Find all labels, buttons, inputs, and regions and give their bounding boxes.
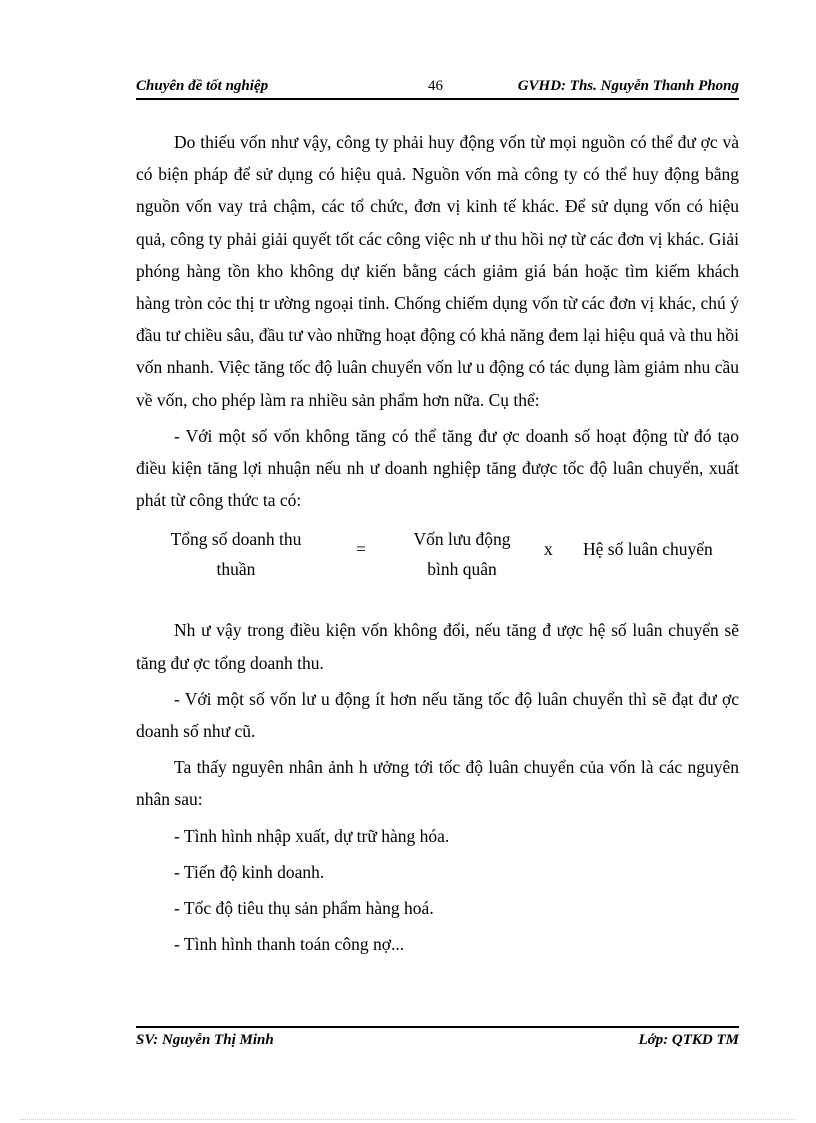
- header-advisor: GVHD: Ths. Nguyễn Thanh Phong: [517, 78, 739, 94]
- paragraph-3: Nh ư vậy trong điều kiện vốn không đổi, nếu tăng đ ược hệ số luân chuyển sẽ tăng đư ợc tổng doanh thu.: [136, 620, 739, 673]
- paragraph-1: Do thiếu vốn như vậy, công ty phải huy động vốn từ mọi nguồn có thể đư ợc và có biện pháp để sử dụng có hiệu quả. Nguồn vốn mà công ty có thể huy động bằng nguồn vốn vay trả chậm, các tổ chức, đơn vị kinh tế khác. Để sử dụng vốn có hiệu quả, công ty phải giải quyết tốt các công việc nh ư thu hồi nợ từ các đơn vị khác. Giải phóng hàng tồn kho không dự kiến bằng cách giảm giá bán hoặc tìm kiếm khách hàng tròn cỏc thị tr ường ngoại tỉnh. Chống chiếm dụng vốn từ các đơn vị khác, chú ý đầu tư chiều sâu, đầu tư vào những hoạt động có khả năng đem lại hiệu quả và thu hồi vốn nhanh. Việc tăng tốc độ luân chuyển vốn lư u động có tác dụng làm giảm nhu cầu về vốn, cho phép làm ra nhiều sản phẩm hơn nữa. Cụ thể:: [136, 132, 739, 410]
- footer-class: Lớp: QTKD TM: [638, 1032, 739, 1048]
- paragraph-4: - Với một số vốn lư u động ít hơn nếu tăng tốc độ luân chuyển thì sẽ đạt đư ợc doanh số như cũ.: [136, 688, 739, 742]
- page-body: [136, 126, 739, 960]
- list-item: - Tình hình nhập xuất, dự trữ hàng hóa.: [174, 825, 450, 846]
- page-header: [136, 76, 739, 100]
- formula-equals: =: [356, 539, 366, 560]
- formula-lhs: [136, 524, 336, 584]
- paragraph-5: Ta thấy nguyên nhân ảnh h ưởng tới tốc độ luân chuyển của vốn là các nguyên nhân sau:: [136, 757, 739, 810]
- page-number: 46: [428, 78, 443, 94]
- page-footer: [136, 1026, 739, 1052]
- formula-times: x: [544, 539, 553, 560]
- formula-lhs-line2: thuần: [216, 559, 256, 580]
- footer-student: SV: Nguyễn Thị Minh: [136, 1032, 274, 1048]
- list-item: - Tốc độ tiêu thụ sản phẩm hàng hoá.: [174, 898, 434, 919]
- formula-mid: [392, 524, 532, 584]
- header-title: Chuyên đề tốt nghiệp: [136, 78, 269, 94]
- formula-mid-line1: Vốn lưu động: [413, 529, 511, 550]
- formula: [136, 524, 739, 614]
- formula-lhs-line1: Tổng số doanh thu: [170, 529, 302, 550]
- page-edge-divider: [20, 1119, 796, 1120]
- list-item: - Tình hình thanh toán công nợ...: [174, 934, 405, 955]
- formula-mid-line2: bình quân: [427, 559, 497, 580]
- list-item: - Tiến độ kinh doanh.: [174, 861, 325, 882]
- formula-rhs: Hệ số luân chuyển: [583, 539, 713, 560]
- paragraph-2: - Với một số vốn không tăng có thể tăng đư ợc doanh số hoạt động từ đó tạo điều kiện tăng lợi nhuận nếu nh ư doanh nghiệp tăng được tốc độ luân chuyển, xuất phát từ công thức ta có:: [136, 425, 739, 511]
